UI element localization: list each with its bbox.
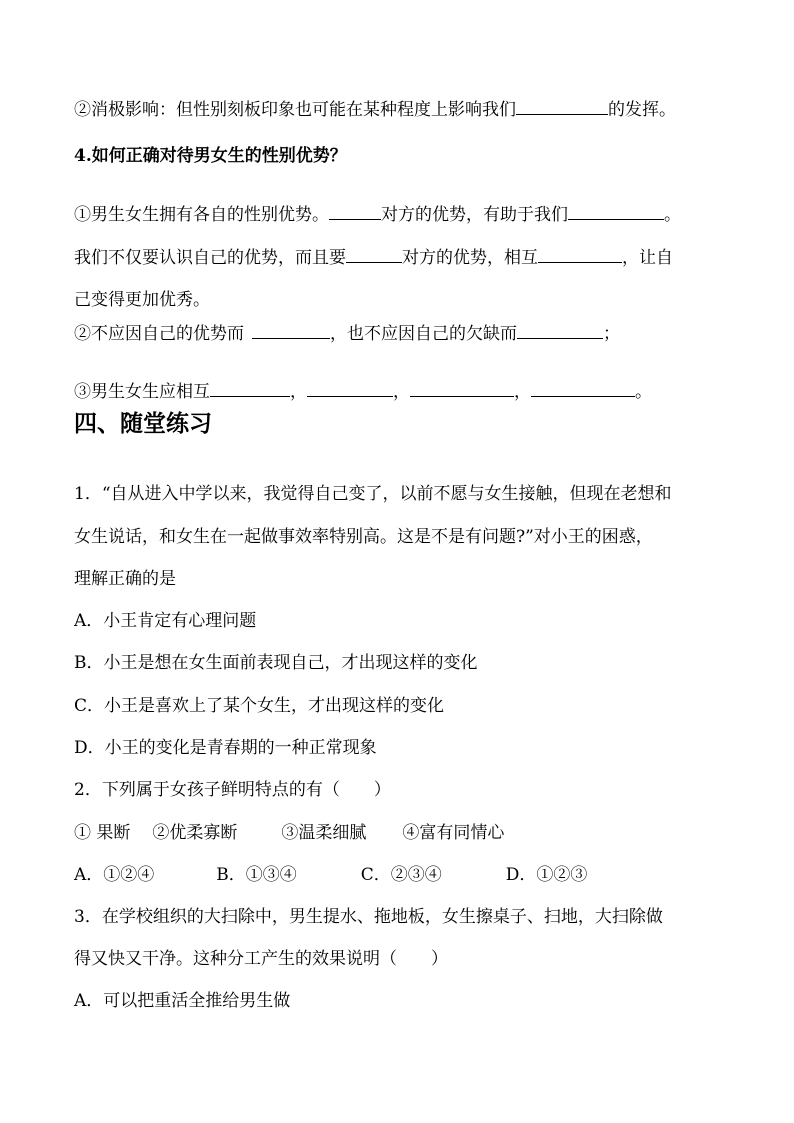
section4-title: 4.如何正确对待男女生的性别优势？ [74,146,347,166]
gender-advantage-line-5 [74,380,652,403]
answer-blank[interactable] [516,98,608,115]
negative-impact-text: ②消极影响：但性别刻板印象也可能在某种程度上影响我们 [74,100,516,120]
item2-text-b: ，也不应因自己的欠缺而 [330,324,517,344]
answer-blank[interactable] [410,380,514,397]
q2-item: ① 果断 [74,823,131,843]
q2-item: ④富有同情心 [402,823,505,843]
q2-stem: 2．下列属于女孩子鲜明特点的有（ ） [74,780,391,800]
q1-line-1: 1．“自从进入中学以来，我觉得自己变了，以前不愿与女生接触，但现在老想和 [74,484,672,504]
q1-option-a[interactable]: A．小王肯定有心理问题 [74,611,257,631]
q2-choices [74,864,587,886]
item3-end: 。 [635,382,652,402]
item1-text-b: 对方的优势，有助于我们 [381,205,568,225]
q1-option-c[interactable]: C．小王是喜欢上了某个女生，才出现这样的变化 [74,696,445,716]
q1-option-b[interactable]: B．小王是想在女生面前表现自己，才出现这样的变化 [74,653,478,673]
item3-sep: ， [514,382,531,402]
gender-advantage-line-4 [74,322,620,345]
item1-text-d: 我们不仅要认识自己的优势，而且要 [74,248,346,268]
q2-item: ②优柔寡断 [152,823,238,843]
item2-text-c: ； [603,324,620,344]
gender-advantage-line-1 [74,203,681,226]
item1-text-a: ①男生女生拥有各自的性别优势。 [74,205,329,225]
q2-item: ③温柔细腻 [281,823,367,843]
q1-line-2: 女生说话，和女生在一起做事效率特别高。这是不是有问题?”对小王的困惑， [74,527,653,547]
negative-impact-line [74,98,676,121]
answer-blank[interactable] [252,322,330,339]
item3-sep: ， [393,382,410,402]
answer-blank[interactable] [568,203,664,220]
q2-choice-c[interactable]: C．②③④ [360,865,442,885]
gender-advantage-line-2 [74,246,673,269]
q2-choice-b[interactable]: B．①③④ [216,865,297,885]
q3-option-a[interactable]: A．可以把重活全推给男生做 [74,991,291,1011]
answer-blank[interactable] [329,203,381,220]
answer-blank[interactable] [346,246,402,263]
q3-line-2: 得又快又干净。这种分工产生的效果说明（ ） [74,949,448,969]
item1-text-e: 对方的优势，相互 [402,248,538,268]
q3-line-1: 3．在学校组织的大扫除中，男生提水、拖地板，女生擦桌子、扫地，大扫除做 [74,907,663,927]
q2-choice-d[interactable]: D．①②③ [505,865,588,885]
item3-text-a: ③男生女生应相互 [74,382,210,402]
answer-blank[interactable] [307,380,393,397]
answer-blank[interactable] [210,380,290,397]
q1-line-3: 理解正确的是 [74,569,176,589]
item2-text-a: ②不应因自己的优势而 [74,324,244,344]
answer-blank[interactable] [517,322,603,339]
answer-blank[interactable] [538,246,622,263]
negative-impact-ending: 的发挥。 [608,100,676,120]
q2-choice-a[interactable]: A．①②④ [74,865,155,885]
item3-sep: ， [290,382,307,402]
section-heading: 四、随堂练习 [74,410,212,437]
q2-items [74,822,504,844]
gender-advantage-line-3: 己变得更加优秀。 [74,290,210,310]
item1-text-f: ，让自 [622,248,673,268]
item1-text-c: 。 [664,205,681,225]
q1-option-d[interactable]: D．小王的变化是青春期的一种正常现象 [74,738,377,758]
answer-blank[interactable] [531,380,635,397]
